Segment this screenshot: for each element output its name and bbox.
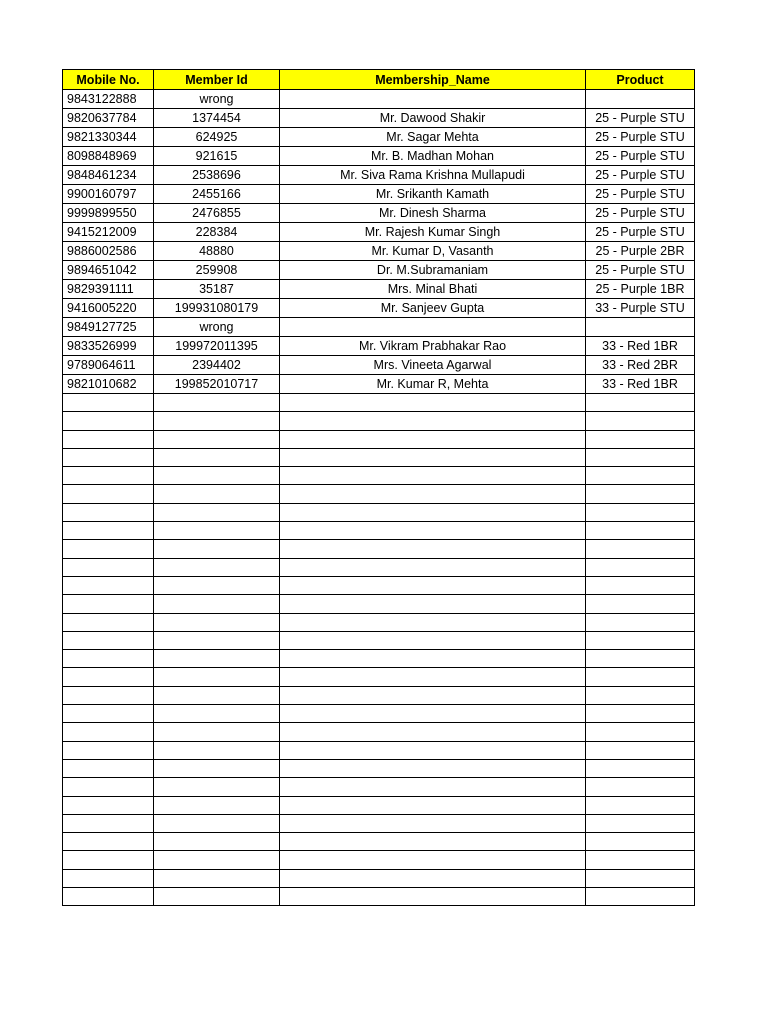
empty-row <box>63 448 695 466</box>
cell-member-id: 199972011395 <box>154 337 280 356</box>
empty-cell <box>586 888 695 906</box>
empty-cell <box>280 705 586 723</box>
empty-row <box>63 558 695 576</box>
empty-cell <box>63 741 154 759</box>
empty-row <box>63 796 695 814</box>
empty-cell <box>586 869 695 887</box>
empty-row <box>63 522 695 540</box>
empty-cell <box>280 686 586 704</box>
table-row <box>63 166 695 185</box>
empty-row <box>63 613 695 631</box>
cell-product <box>586 318 695 337</box>
empty-cell <box>63 540 154 558</box>
empty-row <box>63 576 695 594</box>
cell-membership-name: Mr. Srikanth Kamath <box>280 185 586 204</box>
empty-cell <box>586 558 695 576</box>
empty-cell <box>280 522 586 540</box>
empty-cell <box>280 869 586 887</box>
empty-cell <box>280 613 586 631</box>
empty-cell <box>280 723 586 741</box>
empty-row <box>63 540 695 558</box>
empty-cell <box>154 448 280 466</box>
cell-member-id: 1374454 <box>154 109 280 128</box>
empty-cell <box>63 467 154 485</box>
empty-cell <box>586 650 695 668</box>
empty-cell <box>586 485 695 503</box>
empty-cell <box>154 778 280 796</box>
empty-cell <box>586 412 695 430</box>
empty-cell <box>63 595 154 613</box>
cell-mobile: 9821330344 <box>63 128 154 147</box>
empty-cell <box>63 851 154 869</box>
header-product: Product <box>586 70 695 90</box>
empty-cell <box>154 705 280 723</box>
empty-row <box>63 759 695 777</box>
cell-membership-name <box>280 318 586 337</box>
empty-cell <box>154 869 280 887</box>
cell-member-id: 2394402 <box>154 356 280 375</box>
empty-cell <box>154 668 280 686</box>
empty-cell <box>63 833 154 851</box>
cell-membership-name: Dr. M.Subramaniam <box>280 261 586 280</box>
cell-mobile: 9999899550 <box>63 204 154 223</box>
table-row <box>63 299 695 318</box>
cell-mobile: 9843122888 <box>63 90 154 109</box>
empty-cell <box>280 503 586 521</box>
empty-row <box>63 851 695 869</box>
empty-cell <box>280 759 586 777</box>
empty-cell <box>154 394 280 412</box>
empty-cell <box>586 448 695 466</box>
empty-cell <box>586 631 695 649</box>
empty-row <box>63 778 695 796</box>
cell-membership-name: Mr. Kumar R, Mehta <box>280 375 586 394</box>
empty-row <box>63 650 695 668</box>
empty-cell <box>154 558 280 576</box>
member-table <box>62 69 695 906</box>
empty-cell <box>63 503 154 521</box>
empty-cell <box>586 595 695 613</box>
cell-mobile: 9415212009 <box>63 223 154 242</box>
empty-row <box>63 686 695 704</box>
table-row <box>63 223 695 242</box>
empty-cell <box>586 394 695 412</box>
table-row <box>63 375 695 394</box>
empty-cell <box>280 741 586 759</box>
table-row <box>63 185 695 204</box>
empty-cell <box>280 631 586 649</box>
empty-row <box>63 833 695 851</box>
empty-cell <box>586 467 695 485</box>
empty-cell <box>154 888 280 906</box>
empty-cell <box>586 814 695 832</box>
cell-member-id: wrong <box>154 318 280 337</box>
empty-cell <box>280 814 586 832</box>
header-row <box>63 70 695 90</box>
empty-cell <box>154 430 280 448</box>
cell-mobile: 9894651042 <box>63 261 154 280</box>
empty-cell <box>586 576 695 594</box>
cell-product: 25 - Purple STU <box>586 185 695 204</box>
cell-mobile: 9820637784 <box>63 109 154 128</box>
empty-cell <box>63 723 154 741</box>
empty-row <box>63 430 695 448</box>
empty-cell <box>154 851 280 869</box>
cell-mobile: 8098848969 <box>63 147 154 166</box>
empty-cell <box>586 686 695 704</box>
cell-mobile: 9416005220 <box>63 299 154 318</box>
table-body <box>63 90 695 906</box>
empty-cell <box>280 448 586 466</box>
empty-cell <box>154 412 280 430</box>
table-row <box>63 242 695 261</box>
cell-membership-name: Mr. B. Madhan Mohan <box>280 147 586 166</box>
cell-membership-name: Mr. Kumar D, Vasanth <box>280 242 586 261</box>
table-row <box>63 318 695 337</box>
empty-row <box>63 869 695 887</box>
empty-cell <box>63 888 154 906</box>
empty-cell <box>586 778 695 796</box>
empty-row <box>63 485 695 503</box>
cell-member-id: 624925 <box>154 128 280 147</box>
cell-member-id: 259908 <box>154 261 280 280</box>
cell-mobile: 9833526999 <box>63 337 154 356</box>
cell-membership-name: Mr. Sanjeev Gupta <box>280 299 586 318</box>
cell-member-id: 199931080179 <box>154 299 280 318</box>
empty-cell <box>280 540 586 558</box>
empty-cell <box>63 705 154 723</box>
empty-row <box>63 723 695 741</box>
empty-row <box>63 631 695 649</box>
empty-cell <box>63 613 154 631</box>
cell-product: 25 - Purple STU <box>586 204 695 223</box>
cell-mobile: 9886002586 <box>63 242 154 261</box>
table-row <box>63 204 695 223</box>
empty-cell <box>280 888 586 906</box>
empty-cell <box>154 595 280 613</box>
cell-mobile: 9789064611 <box>63 356 154 375</box>
empty-cell <box>280 833 586 851</box>
empty-cell <box>586 503 695 521</box>
cell-member-id: 2538696 <box>154 166 280 185</box>
empty-cell <box>586 723 695 741</box>
cell-member-id: 2476855 <box>154 204 280 223</box>
empty-row <box>63 888 695 906</box>
empty-cell <box>586 540 695 558</box>
cell-product: 25 - Purple STU <box>586 109 695 128</box>
empty-cell <box>63 522 154 540</box>
cell-product: 25 - Purple 1BR <box>586 280 695 299</box>
empty-cell <box>586 522 695 540</box>
empty-cell <box>63 778 154 796</box>
empty-cell <box>280 851 586 869</box>
empty-cell <box>63 576 154 594</box>
empty-cell <box>280 650 586 668</box>
empty-cell <box>154 833 280 851</box>
cell-product: 25 - Purple 2BR <box>586 242 695 261</box>
cell-product: 25 - Purple STU <box>586 261 695 280</box>
empty-row <box>63 412 695 430</box>
empty-cell <box>63 430 154 448</box>
table-row <box>63 356 695 375</box>
empty-cell <box>63 796 154 814</box>
empty-row <box>63 503 695 521</box>
empty-cell <box>63 412 154 430</box>
empty-row <box>63 467 695 485</box>
empty-cell <box>280 778 586 796</box>
cell-member-id: 199852010717 <box>154 375 280 394</box>
empty-cell <box>154 631 280 649</box>
empty-cell <box>154 576 280 594</box>
empty-cell <box>586 851 695 869</box>
cell-member-id: 228384 <box>154 223 280 242</box>
cell-membership-name: Mr. Vikram Prabhakar Rao <box>280 337 586 356</box>
empty-cell <box>280 558 586 576</box>
cell-membership-name: Mr. Sagar Mehta <box>280 128 586 147</box>
cell-membership-name: Mrs. Vineeta Agarwal <box>280 356 586 375</box>
empty-cell <box>63 668 154 686</box>
cell-member-id: 48880 <box>154 242 280 261</box>
empty-cell <box>280 430 586 448</box>
table-row <box>63 128 695 147</box>
table-row <box>63 261 695 280</box>
empty-cell <box>280 668 586 686</box>
cell-mobile: 9829391111 <box>63 280 154 299</box>
empty-cell <box>154 814 280 832</box>
empty-cell <box>63 448 154 466</box>
header-member-id: Member Id <box>154 70 280 90</box>
header-mobile: Mobile No. <box>63 70 154 90</box>
cell-product: 25 - Purple STU <box>586 147 695 166</box>
empty-cell <box>63 485 154 503</box>
empty-cell <box>586 796 695 814</box>
empty-cell <box>280 485 586 503</box>
empty-cell <box>154 759 280 777</box>
cell-product: 33 - Purple STU <box>586 299 695 318</box>
table-row <box>63 147 695 166</box>
empty-cell <box>280 394 586 412</box>
empty-row <box>63 394 695 412</box>
empty-cell <box>280 595 586 613</box>
empty-cell <box>63 394 154 412</box>
empty-cell <box>154 540 280 558</box>
empty-cell <box>586 759 695 777</box>
empty-cell <box>154 467 280 485</box>
empty-cell <box>586 741 695 759</box>
empty-cell <box>586 705 695 723</box>
empty-row <box>63 814 695 832</box>
empty-row <box>63 705 695 723</box>
cell-mobile: 9821010682 <box>63 375 154 394</box>
empty-row <box>63 741 695 759</box>
empty-cell <box>154 741 280 759</box>
cell-member-id: wrong <box>154 90 280 109</box>
empty-row <box>63 668 695 686</box>
empty-cell <box>63 869 154 887</box>
empty-cell <box>63 558 154 576</box>
cell-membership-name: Mr. Siva Rama Krishna Mullapudi <box>280 166 586 185</box>
cell-product: 33 - Red 1BR <box>586 337 695 356</box>
empty-cell <box>63 814 154 832</box>
table-row <box>63 90 695 109</box>
empty-cell <box>280 796 586 814</box>
cell-mobile: 9849127725 <box>63 318 154 337</box>
table-row <box>63 109 695 128</box>
empty-cell <box>154 686 280 704</box>
cell-membership-name: Mr. Dawood Shakir <box>280 109 586 128</box>
empty-cell <box>154 522 280 540</box>
empty-cell <box>280 467 586 485</box>
cell-membership-name: Mr. Rajesh Kumar Singh <box>280 223 586 242</box>
cell-membership-name <box>280 90 586 109</box>
cell-product: 25 - Purple STU <box>586 166 695 185</box>
empty-cell <box>154 485 280 503</box>
cell-product: 33 - Red 1BR <box>586 375 695 394</box>
cell-member-id: 921615 <box>154 147 280 166</box>
empty-cell <box>154 650 280 668</box>
cell-product: 25 - Purple STU <box>586 128 695 147</box>
empty-cell <box>63 650 154 668</box>
empty-cell <box>586 430 695 448</box>
cell-mobile: 9848461234 <box>63 166 154 185</box>
empty-cell <box>63 686 154 704</box>
empty-cell <box>154 503 280 521</box>
cell-product: 25 - Purple STU <box>586 223 695 242</box>
empty-cell <box>280 412 586 430</box>
cell-membership-name: Mrs. Minal Bhati <box>280 280 586 299</box>
cell-membership-name: Mr. Dinesh Sharma <box>280 204 586 223</box>
empty-cell <box>63 759 154 777</box>
empty-cell <box>154 723 280 741</box>
cell-mobile: 9900160797 <box>63 185 154 204</box>
cell-product <box>586 90 695 109</box>
cell-product: 33 - Red 2BR <box>586 356 695 375</box>
empty-cell <box>154 796 280 814</box>
empty-row <box>63 595 695 613</box>
empty-cell <box>280 576 586 594</box>
empty-cell <box>63 631 154 649</box>
empty-cell <box>586 613 695 631</box>
empty-cell <box>154 613 280 631</box>
header-membership-name: Membership_Name <box>280 70 586 90</box>
empty-cell <box>586 833 695 851</box>
cell-member-id: 2455166 <box>154 185 280 204</box>
table-row <box>63 280 695 299</box>
cell-member-id: 35187 <box>154 280 280 299</box>
table-row <box>63 337 695 356</box>
empty-cell <box>586 668 695 686</box>
